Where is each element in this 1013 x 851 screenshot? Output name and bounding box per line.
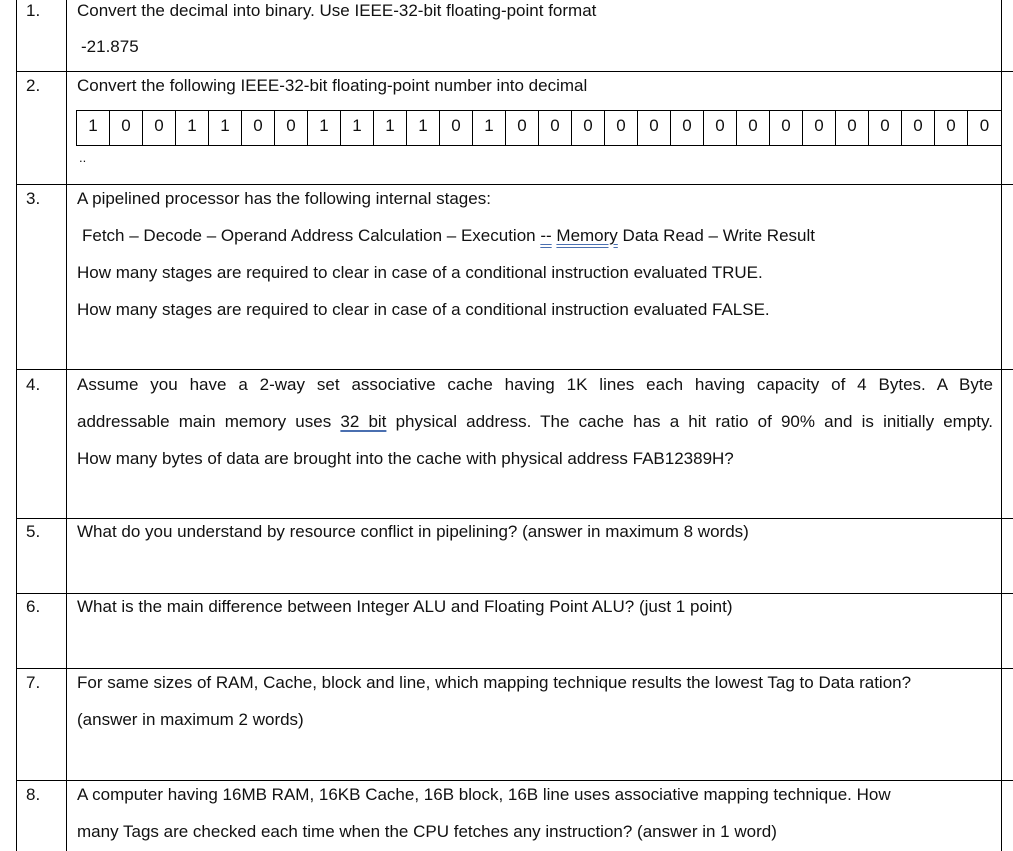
line2-after: physical address. The cache has a hit ratio of 90% and is initially empty. [395,412,993,431]
table-left-border [16,0,17,851]
bit-cell: 0 [506,111,539,145]
question-4-line-2 [77,412,993,432]
stages-dash: -- [540,226,552,245]
row-divider [16,593,1013,594]
bit-cell: 1 [308,111,341,145]
table-number-column-border [66,0,67,851]
question-4-line-1: Assume you have a 2-way set associative cache having 1K lines each having capacity of 4 Bytes. A Byte [77,375,993,394]
question-number: 4. [26,375,41,394]
line2-before: addressable main memory uses [77,412,332,431]
stages-memory: Memory [556,226,618,245]
bit-pattern-table [76,110,1002,146]
row-divider [16,184,1013,185]
question-3-prompt: A pipelined processor has the following internal stages: [77,189,491,208]
bit-cell: 1 [77,111,110,145]
bit-cell: 0 [902,111,935,145]
bit-cell: 0 [275,111,308,145]
bit-cell: 0 [935,111,968,145]
question-5-prompt: What do you understand by resource conflict in pipelining? (answer in maximum 8 words) [77,522,749,541]
bit-cell: 0 [440,111,473,145]
row-divider [16,668,1013,669]
question-7-line-1: For same sizes of RAM, Cache, block and line, which mapping technique results the lowest Tag to Data ration? [77,673,912,692]
bit-cell: 0 [770,111,803,145]
question-number: 6. [26,597,41,616]
bit-cell: 0 [242,111,275,145]
row-divider [16,369,1013,370]
bit-cell: 1 [341,111,374,145]
question-4-line-3: How many bytes of data are brought into the cache with physical address FAB12389H? [77,449,734,468]
question-8-line-2: many Tags are checked each time when the CPU fetches any instruction? (answer in 1 word) [77,822,777,841]
question-number: 2. [26,76,41,95]
bit-cell: 1 [176,111,209,145]
bit-cell: 0 [803,111,836,145]
row-divider [16,780,1013,781]
bit-cell: 1 [209,111,242,145]
row-divider [16,518,1013,519]
question-7-line-2: (answer in maximum 2 words) [77,710,304,729]
question-3-stages [82,226,815,246]
bit-cell: 0 [572,111,605,145]
bit-cell: 0 [605,111,638,145]
stages-before: Fetch – Decode – Operand Address Calculation – Execution [82,226,536,245]
question-number: 8. [26,785,41,804]
bit-cell: 0 [979,116,990,135]
bit-cell: 0 [704,111,737,145]
bit-cell: 1 [407,111,440,145]
bit-cell: 0 [143,111,176,145]
bit-cell: 0 [638,111,671,145]
question-3-true: How many stages are required to clear in case of a conditional instruction evaluated TRUE. [77,263,763,282]
line2-underlined: 32 bit [340,412,387,431]
bit-cell: 0 [539,111,572,145]
bit-cell: 0 [836,111,869,145]
question-3-false: How many stages are required to clear in case of a conditional instruction evaluated FALSE. [77,300,770,319]
bit-cell: 0 [671,111,704,145]
stages-after: Data Read – Write Result [622,226,815,245]
question-number: 5. [26,522,41,541]
question-number: 7. [26,673,41,692]
bit-cell: 1 [473,111,506,145]
question-8-line-1: A computer having 16MB RAM, 16KB Cache, 16B block, 16B line uses associative mapping technique. How [77,785,891,804]
question-2-prompt: Convert the following IEEE-32-bit floating-point number into decimal [77,76,588,95]
bit-cell: 0 [869,111,902,145]
question-6-prompt: What is the main difference between Integer ALU and Floating Point ALU? (just 1 point) [77,597,733,616]
question-number: 3. [26,189,41,208]
bit-cell: 0 [737,111,770,145]
question-number: 1. [26,1,41,20]
bit-cell: 1 [374,111,407,145]
question-2-dots: .. [79,150,87,165]
question-1-prompt: Convert the decimal into binary. Use IEEE-32-bit floating-point format [77,1,597,20]
row-divider [16,71,1013,72]
question-1-value: -21.875 [81,37,139,56]
bit-cell: 0 [110,111,143,145]
